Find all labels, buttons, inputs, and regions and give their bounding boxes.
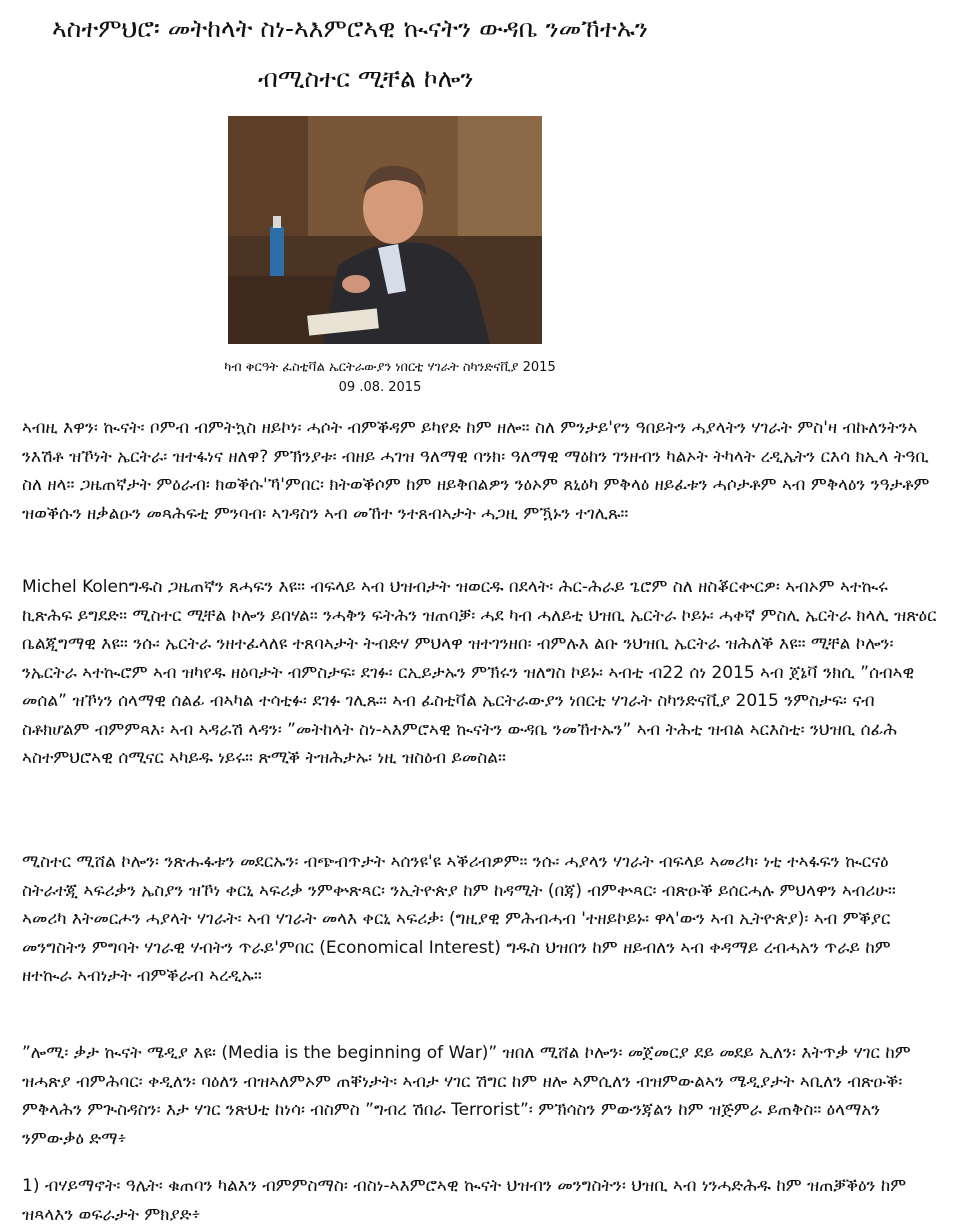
paragraph-3: ሚስተር ሚሸል ኮሎን፡ ንጽሑፋቱን መደርኡን፡ ብጭብጥታት ኣሰንዩ'ዩ ኣቕሪብዎም። ንሱ፡ ሓያላን ሃገራት ብፍላይ ኣመሪካ፡ ነቲ ተኣፋፍን ኲርናዕ ስትራተጂ ኣፍሪቃን ኤስያን ዝኾነ ቀርኒ ኣፍሪቃ ንምቍጽጻር፡ ንኢትዮጵያ ከም ከዳሚት (በጃ) ብምቍጻር፡ ብጽዑቕ ይሰርሓሉ ምህላዋን ኣብሪሁ። ኣመሪካ እትመርሖን ሓያላት ሃገራት፡ ኣብ ሃገራት መላእ ቀርኒ ኣፍሪቃ፡ (ግዚያዊ ምሕብሓብ 'ተዘይኮይኑ፡ ዋላ'ውን ኣብ ኢትዮጵያ)፡ ኣብ ምቕያር መንግስትን ምግባት ሃገራዊ ሃብትን ጥራይ'ምበር (Economical Interest) ግዱስ ህዝበን ከም ዘይብለን ኣብ ቀዳማይ ረብሓአን ጥራይ ከም ዘተኲራ ኣብነታት ብምቕራብ ኣረዲኡ።	[22, 852, 896, 986]
speaker-photo	[228, 116, 542, 344]
document-title-line-2: ብሚስተር ሚቸል ኮሎን	[258, 64, 474, 93]
photo-caption-line-2: 09 .08. 2015	[338, 380, 422, 395]
paragraph-2: Michel Kolenግዱስ ጋዜጠኛን ጸሓፍን እዩ። ብፍላይ ኣብ ህዝብታት ዝወርዱ በደላት፡ ሕር-ሕራይ ጌሮም ስለ ዘስቖርቍርዎ፡ ኣብኦም ኣተኲሩ ኪጽሕፍ ይግደድ። ሚስተር ሚቸል ኮሎን ይበሃል። ንሓቅን ፍትሕን ዝጠባቓ፡ ሓደ ካብ ሓለይቲ ህዝቢ ኤርትራ ኮይኑ፡ ሓቀኛ ምስሊ ኤርትራ ክላሊ ዝጽዕር ቤልጂግማዊ እዩ። ንሱ፡ ኤርትራ ንዘተፈላለዩ ተጸባኣታት ትብድሃ ምህላዋ ዝተገንዘበ፡ ብምሉእ ልቡ ንህዝቢ ኤርትራ ዝሕለቕ እዩ። ሚቸል ኮሎን፡ ንኤርትራ ኣተኲሮም ኣብ ዝካየዱ ዘዕባታት ብምስታፍ፡ ደገፉ፡ ርኢይታኡን ምኽሩን ዝለግስ ኮይኑ፡ ኣብቲ ብ22 ሰነ 2015 ኣብ ጀኔቫ ንክሲ ”ሰብኣዊ መሰል” ዝኾነን ሰላማዊ ሰልፊ ብኣካል ተሳቲፉ፡ ደገፉ ገሊጹ። ኣብ ፈስቲቫል ኤርትራውያን ነበርቲ ሃገራት ስካንድናቪያ 2015 ንምስታፍ፡ ናብ ስቶክሆልም ብምምጻእ፡ ኣብ ኣዳራሽ ላዳን፡ ”መትከላት ስነ-ኣእምሮኣዊ ኲናትን ውዳቤ ንመኸተኡን” ኣብ ትሕቲ ዝብል ኣርእስቲ፡ ንህዝቢ ሰፊሕ ኣስተምህሮኣዊ ሰሚናር ኣካይዱ ነይሩ። ጽሚቕ ትዝሕታኡ፡ ነዚ ዝስዕብ ይመስል።	[22, 577, 937, 768]
paragraph-5: 1) ብሃይማኖት፡ ዓሌት፡ ቁጠባን ካልእን ብምምስማስ፡ ብስነ-ኣእምሮኣዊ ኲናት ህዝብን መንግስትን፡ ህዝቢ ኣብ ነንሓድሕዱ ከም ዝጠቓቕዕን ከም ዝጻላእን ወፍራታት ምክያድ፥	[22, 1176, 907, 1225]
speaker-photo-icon	[228, 116, 542, 344]
photo-caption-line-1: ካብ ቅርዓት ፈስቲቫል ኤርትራውያን ነበርቲ ሃገራት ስካንድናቪያ 2015	[224, 360, 556, 375]
document-title-line-1: ኣስተምህሮ፡ መትከላት ስነ-ኣእምሮኣዊ ኲናትን ውዳቤ ንመኸተኡን	[52, 14, 648, 43]
paragraph-4: ”ሎሚ፡ ቃታ ኲናት ሜዲያ እዩ፡ (Media is the beginning of War)” ዝበለ ሚሸል ኮሎን፡ መጀመርያ ደይ መደይ ኢለን፡ እትጥቃ ሃገር ከም ዝሓጽያ ብምሕባር፡ ቀዲለን፡ ባዕለን ብዝኣለምኦም ጠቐነታት፡ ኣብታ ሃገር ሽግር ከም ዘሎ ኣምሲለን ብዝምውልኣን ሜዲያታት ኣቢለን ብጽዑቕ፡ ምቅላሕን ምጒስዳስን፡ እታ ሃገር ንጽህቲ ከነሳ፡ ብስምስ ”ግብረ ሽበራ Terrorist”፡ ምኽሳስን ምውንጃልን ከም ዝጅምራ ይጠቅስ። ዕላማአን ንምውቃዕ ድማ፥	[22, 1043, 911, 1149]
paragraph-1: ኣብዚ እዋን፡ ኲናት፡ ቦምብ ብምትኳስ ዘይኮነ፡ ሓሶት ብምቕዳም ይካየድ ከም ዘሎ። ስለ ምንታይ'የን ዓበይትን ሓያላትን ሃገራት ምስ'ዛ ብኩለንትንኣ ንእሽቶ ዝኾነት ኤርትራ፡ ዝተፋነና ዘለዋ? ምኽንያቱ፡ ብዘይ ሓገዝ ዓለማዊ ባንክ፡ ዓለማዊ ማዕከን ገንዘብን ካልኦት ትካላት ረዲኤትን ርእሳ ክኢላ ትዓቢ ስለ ዘላ። ጋዜጠኛታት ምዕራብ፡ ክወቕሱ'ኻ'ምበር፡ ክትወቕሶም ከም ዘይቅበልዎን ንዕኦም ጸኒዕካ ምቅላዕ ዘይፈቱን ሓሶታቶም ኣብ ምቅላዕን ንዓታቶም ዝወቕሱን ዘቃልዑን መጻሕፍቲ ምንባብ፡ ኣገዳስን ኣብ መኸተ ንተጸብኣታት ሓጋዚ ምዃኑን ተገሊጹ።	[22, 418, 930, 524]
